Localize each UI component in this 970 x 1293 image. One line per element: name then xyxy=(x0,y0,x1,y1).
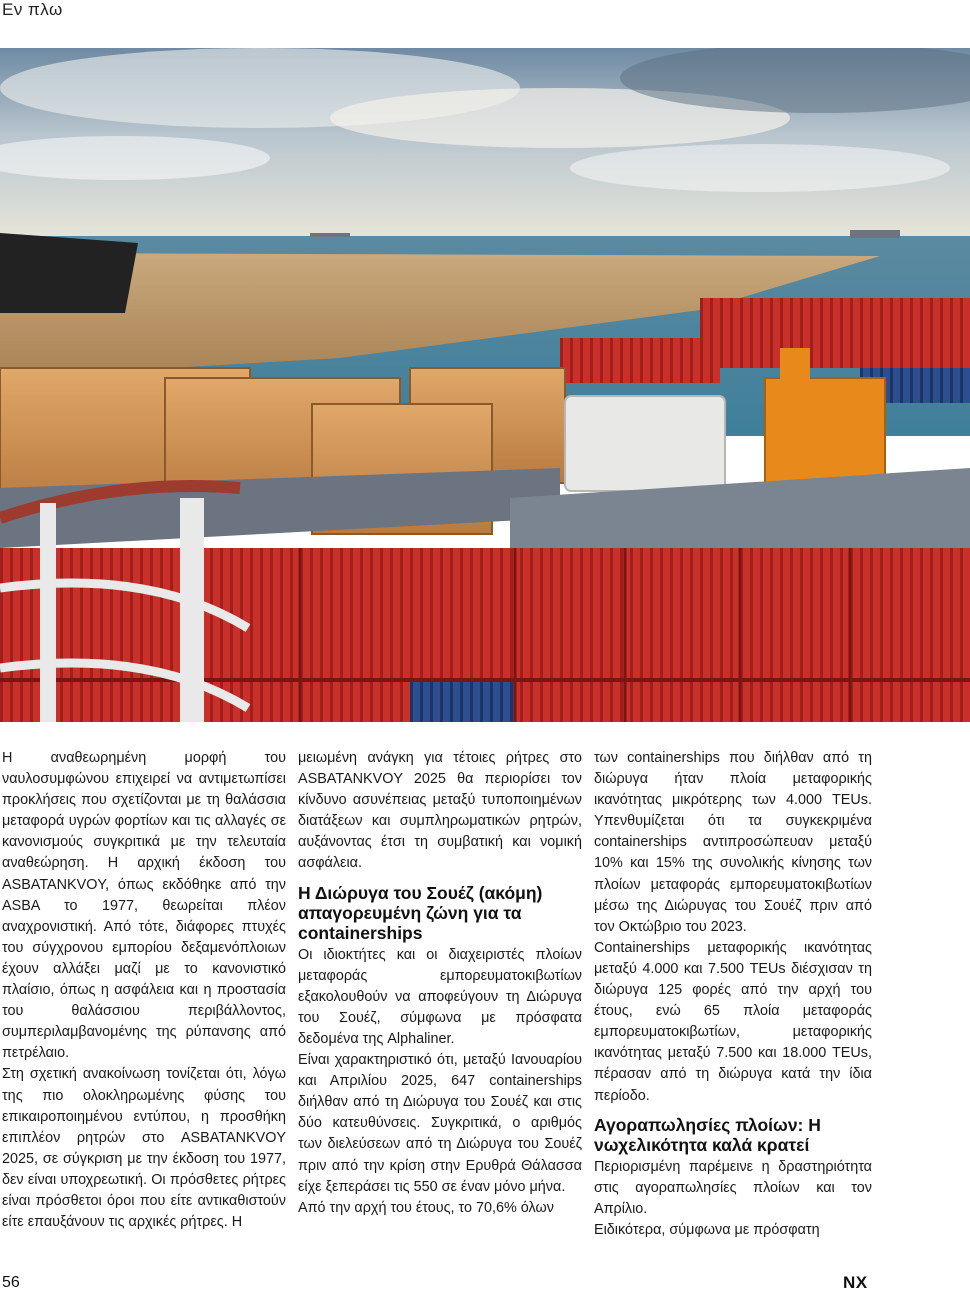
article-column-3 xyxy=(594,748,872,1241)
subheading-ship-sales: Αγοραπωλησίες πλοίων: Η νωχελικότητα καλά κρατεί xyxy=(594,1114,821,1155)
paragraph: Containerships μεταφορικής ικανότητας μεταξύ 4.000 και 7.500 TEUs διέσχισαν τη διώρυγα 125 φορές από την αρχή του έτους, ενώ 65 πλοία μεταφοράς εμπορευματοκιβωτίων, μεταφορικής ικανότητας μεταξύ 7.500 και 18.000 TEUs, πέρασαν από τη διώρυγα κατά την ίδια περίοδο. xyxy=(594,939,872,1104)
article-column-1 xyxy=(2,748,286,1233)
paragraph: Περιορισμένη παρέμεινε η δραστηριότητα στις αγοραπωλησίες πλοίων και τον Απρίλιο. xyxy=(594,1158,872,1217)
paragraph: μειωμένη ανάγκη για τέτοιες ρήτρες στο ASBATANKVOY 2025 θα περιορίσει τον κίνδυνο ασυνέπειας μεταξύ τυποποιημένων διατάξεων και συμπληρωματικών ρητρών, αυξάνοντας έτσι τη συμβατική και νομική ασφάλεια. xyxy=(298,750,582,872)
paragraph: Από την αρχή του έτους, το 70,6% όλων xyxy=(298,1199,554,1216)
article-column-2 xyxy=(298,748,582,1219)
paragraph: Η αναθεωρημένη μορφή του ναυλοσυμφώνου επιχειρεί να αντιμετωπίσει προκλήσεις που σχετίζονται με τη θαλάσσια μεταφορά υγρών φορτίων και τις αλλαγές σε κανονισμούς συγκριτικά με την τελευταία αναθεώρηση. Η αρχική έκδοση του ASBATANKVOY, όπως εκδόθηκε από την ASBA το 1977, θεωρείται πλέον αναχρονιστική. Από τότε, διάφορες πτυχές του σύγχρονου εμπορίου δεξαμενόπλοιων έχουν αλλάξει μαζί με το κανονιστικό πλαίσιο, όπως η ασφάλεια και η προστασία του θαλάσσιου περιβάλλοντος, συμπεριλαμβανομένης της ρύπανσης από πετρέλαιο. xyxy=(2,750,286,1062)
hero-photo xyxy=(0,48,970,722)
paragraph: Ειδικότερα, σύμφωνα με πρόσφατη xyxy=(594,1221,820,1238)
paragraph: Στη σχετική ανακοίνωση τονίζεται ότι, λόγω της πιο ολοκληρωμένης φύσης του επικαιροποιημένου εντύπου, η προσθήκη επιπλέον ρητρών στο ASBATANKVOY 2025, σε σύγκριση με την έκδοση του 1977, δεν είναι υποχρεωτική. Οι πρόσθετες ρήτρες είναι πρόσθετοι όροι που είτε αντικαθιστούν είτε επαυξάνουν τις αρχικές ρήτρες. Η xyxy=(2,1066,286,1231)
brand-logo: NX xyxy=(843,1273,868,1292)
page-number: 56 xyxy=(2,1274,20,1291)
section-label: Εν πλω xyxy=(2,0,63,19)
paragraph: των containerships που διήλθαν από τη διώρυγα ήταν πλοία μεταφορικής ικανότητας μικρότερης των 4.000 TEUs. Υπενθυμίζεται ότι τα συγκεκριμένα containerships αντιπροσώπευαν μεταξύ 10% και 15% της συνολικής κίνησης των πλοίων μεταφοράς εμπορευματοκιβωτίων μέσω της Διώρυγας του Σουέζ πριν από τον Οκτώβριο του 2023. xyxy=(594,750,872,935)
subheading-suez: Η Διώρυγα του Σουέζ (ακόμη) απαγορευμένη ζώνη για τα containerships xyxy=(298,882,543,943)
paragraph: Οι ιδιοκτήτες και οι διαχειριστές πλοίων μεταφοράς εμπορευματοκιβωτίων εξακολουθούν να αποφεύγουν τη Διώρυγα του Σουέζ, σύμφωνα με πρόσφατα δεδομένα της Alphaliner. xyxy=(298,946,582,1047)
paragraph: Είναι χαρακτηριστικό ότι, μεταξύ Ιανουαρίου και Απριλίου 2025, 647 containerships διήλθαν από τη Διώρυγα του Σουέζ και στις δύο κατευθύνσεις. Συγκριτικά, ο αριθμός των διελεύσεων από τη Διώρυγα του Σουέζ πριν από την κρίση στην Ερυθρά Θάλασσα είχε ξεπεράσει τις 550 σε έναν μόνο μήνα. xyxy=(298,1052,582,1195)
